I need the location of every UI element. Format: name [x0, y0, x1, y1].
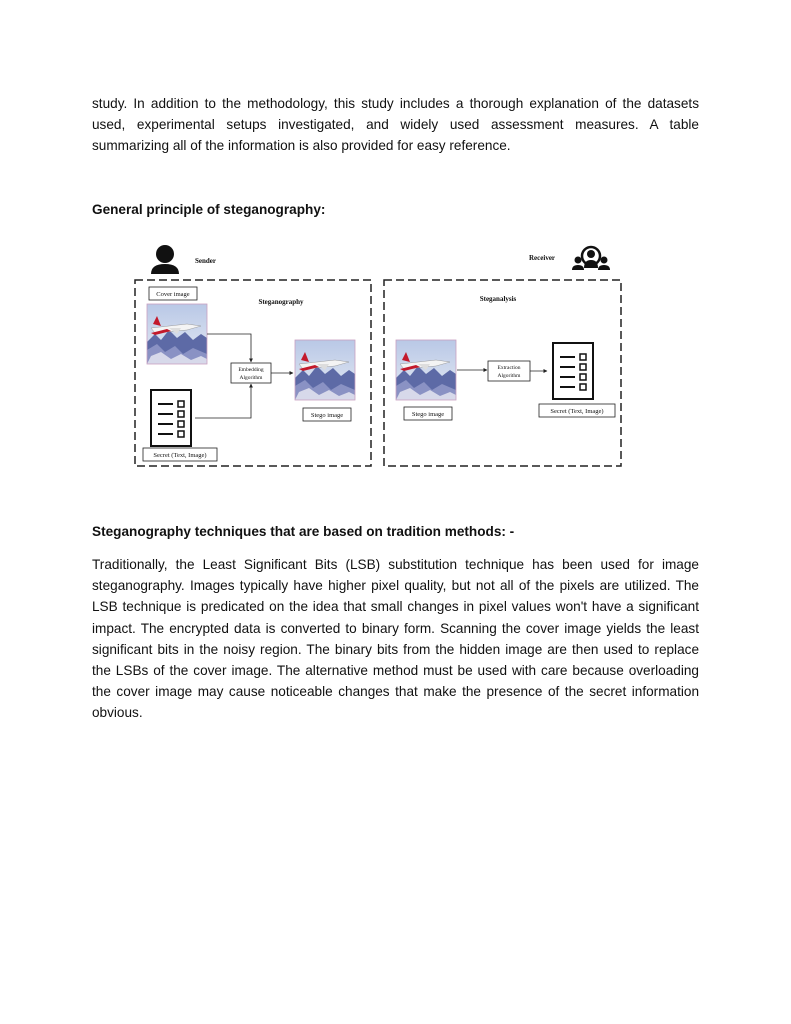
steganography-diagram [133, 240, 625, 472]
steganography-title: Steganography [258, 298, 304, 306]
embedding-label-line1: Embedding [238, 367, 264, 373]
general-principle-heading: General principle of steganography: [92, 202, 326, 217]
steganalysis-title: Steganalysis [479, 295, 517, 303]
secret-document-icon-left [151, 390, 191, 446]
receiver-label: Receiver [529, 254, 556, 262]
embedding-label-line2: Algorithm [239, 375, 263, 381]
sender-person-icon [151, 245, 179, 274]
stego-image-thumbnail-right [396, 340, 456, 400]
receiver-group-icon [572, 247, 610, 270]
secret-label-right: Secret (Text, Image) [550, 408, 604, 415]
stego-image-thumbnail-left [295, 340, 355, 400]
traditional-methods-paragraph: Traditionally, the Least Significant Bits (LSB) substitution technique has been used for image steganography. Images typically have higher pixel quality, but not all of the pixels are utilized. The LSB technique is predicated on the idea that small changes in pixel values won't have a significant impact. The encrypted data is converted to binary form. Scanning the cover image yields the least significant bits in the noisy region. The binary bits from the hidden image are then used to replace the LSBs of the cover image. The alternative method must be used with care because overloading the cover image may cause noticeable changes that make the presence of the secret information obvious. [92, 557, 699, 721]
extraction-label-line1: Extraction [497, 365, 521, 371]
extraction-label-line2: Algorithm [497, 373, 521, 379]
secret-label-left: Secret (Text, Image) [153, 452, 207, 459]
traditional-methods-heading: Steganography techniques that are based on tradition methods: - [92, 524, 515, 539]
secret-document-icon-right [553, 343, 593, 399]
intro-paragraph: study. In addition to the methodology, this study includes a thorough explanation of the datasets used, experimental setups investigated, and widely used assessment measures. A table summarizing all of the information is also provided for easy reference. [92, 96, 699, 154]
cover-image-label: Cover image [156, 291, 190, 298]
stego-image-label-right: Stego image [411, 411, 445, 418]
sender-label: Sender [195, 257, 216, 265]
stego-image-label-left: Stego image [310, 412, 344, 419]
cover-image-thumbnail [147, 304, 207, 364]
